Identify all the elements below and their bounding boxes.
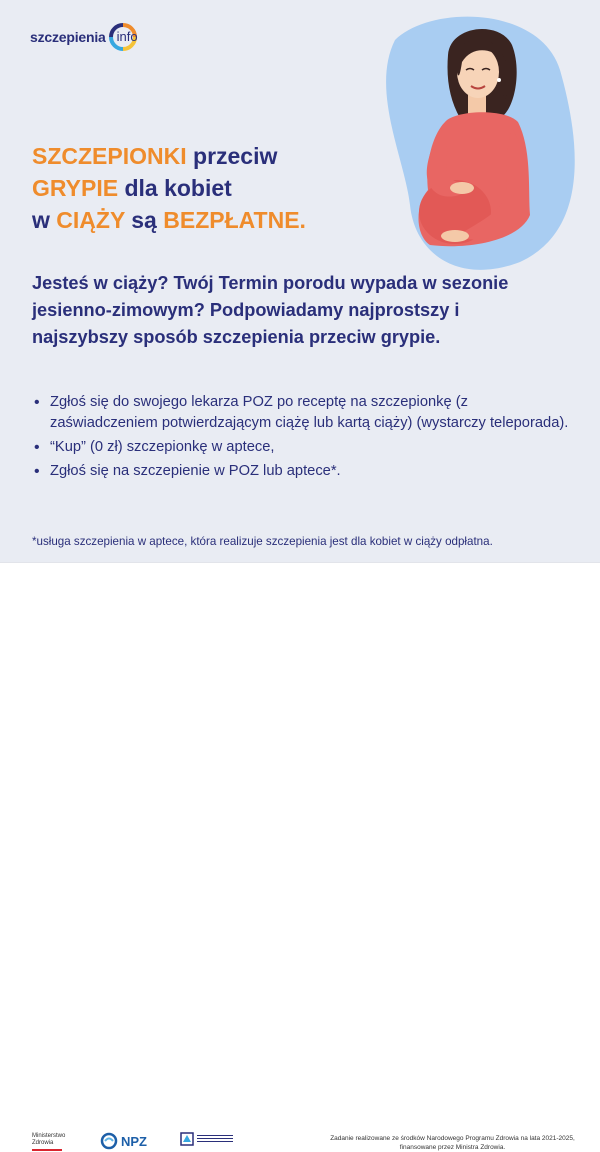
headline-line-1 <box>32 140 392 172</box>
headline-line-2 <box>32 172 392 204</box>
list-item-text: Zgłoś się na szczepienie w POZ lub aptece*. <box>50 463 341 479</box>
partner-emblem-icon <box>180 1132 194 1146</box>
list-item <box>32 461 577 482</box>
headline-text-przeciw: przeciw <box>186 143 278 169</box>
headline <box>32 140 392 236</box>
headline-text-dla-kobiet: dla kobiet <box>118 175 232 201</box>
ministry-flag-bar <box>32 1149 62 1151</box>
list-item <box>32 392 577 434</box>
headline-line-3 <box>32 204 392 236</box>
logo-info-text: info <box>116 29 138 44</box>
list-item <box>32 437 577 458</box>
ministry-logo[interactable] <box>32 1133 72 1151</box>
list-item-text: Zgłoś się do swojego lekarza POZ po receptę na szczepionkę (z zaświadczeniem potwierdzającym ciążę lub kartą ciąży) (wystarczy teleporada). <box>50 394 569 431</box>
funding-line-2: finansowane przez Ministra Zdrowia. <box>399 1144 506 1151</box>
headline-text-sa: są <box>124 207 164 233</box>
headline-highlight-ciazy: CIĄŻY <box>56 207 125 233</box>
footer <box>0 562 600 1151</box>
poster <box>0 0 600 562</box>
headline-highlight-szczepionki: SZCZEPIONKI <box>32 143 187 169</box>
steps-list <box>32 392 577 485</box>
funding-notice <box>320 1134 585 1152</box>
partner-text-lines <box>197 1135 233 1144</box>
headline-text-w: w <box>32 207 57 233</box>
bullet-icon: • <box>34 439 40 456</box>
list-item-text: “Kup” (0 zł) szczepionkę w aptece, <box>50 439 275 455</box>
funding-line-1: Zadanie realizowane ze środków Narodowego Programu Zdrowia na lata 2021-2025, <box>330 1135 575 1142</box>
npz-logo[interactable] <box>100 1132 147 1150</box>
headline-highlight-grypie: GRYPIE <box>32 175 119 201</box>
bullet-icon: • <box>34 463 40 480</box>
npz-ring-icon <box>100 1132 118 1150</box>
intro-paragraph: Jesteś w ciąży? Twój Termin porodu wypada w sezonie jesienno-zimowym? Podpowiadamy najprostszy i najszybszy sposób szczepienia przeciw grypie. <box>32 273 509 347</box>
footnote: *usługa szczepienia w aptece, która realizuje szczepienia jest dla kobiet w ciąży odpłatna. <box>32 535 493 548</box>
npz-text: NPZ <box>121 1133 147 1149</box>
partner-logo[interactable] <box>180 1132 233 1146</box>
bullet-icon: • <box>34 394 40 411</box>
logo-word: szczepienia <box>30 29 106 45</box>
ministry-line-2: Zdrowia <box>32 1140 54 1146</box>
ministry-line-1: Ministerstwo <box>32 1133 66 1139</box>
headline-highlight-bezplatne: BEZPŁATNE. <box>163 207 306 233</box>
